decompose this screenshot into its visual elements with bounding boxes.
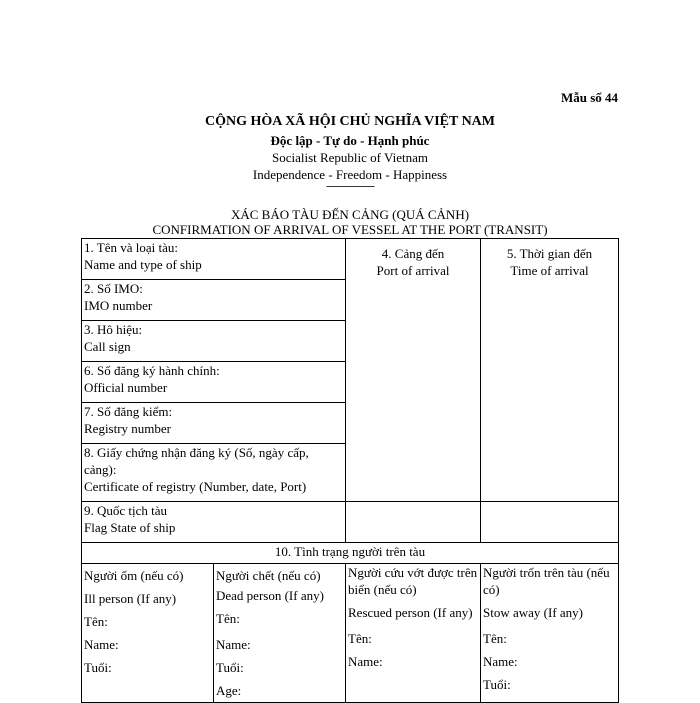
motto-en: Independence - Freedom - Happiness [252,167,448,182]
header-separator: ------------------ [326,180,374,192]
dead-person-age-vn: Tuổi: [216,660,244,675]
field-time-of-arrival[interactable] [481,239,619,502]
field-label-vn: 9. Quốc tịch tàu [84,503,168,518]
stowaway-name-vn: Tên: [483,631,507,646]
ill-person-label-vn: Người ốm (nếu có) [84,568,184,583]
document-title-en: CONFIRMATION OF ARRIVAL OF VESSEL AT THE PORT (TRANSIT) [152,222,548,237]
ill-person-column[interactable] [82,564,214,703]
dead-person-label-vn: Người chết (nếu có) [216,568,321,583]
field-port-of-arrival[interactable] [346,239,481,502]
document-title-vn: XÁC BÁO TÀU ĐẾN CẢNG (QUÁ CẢNH) [230,207,470,222]
field-label-vn: 8. Giấy chứng nhận đăng ký (Số, ngày cấp, cảng): [84,445,309,477]
field-official-number[interactable] [82,362,346,403]
field-registry-number[interactable] [82,403,346,444]
dead-person-age-en: Age: [216,683,242,698]
field-label-vn: 3. Hô hiệu: [84,322,143,337]
dead-person-label-en: Dead person (If any) [216,588,324,603]
field-label-en: Name and type of ship [84,257,202,272]
field-label-vn: 2. Số IMO: [84,281,143,296]
field-label-en: Registry number [84,421,172,436]
field-label-en: Certificate of registry (Number, date, Port) [84,479,307,494]
dead-person-name-vn: Tên: [216,611,240,626]
field-certificate-of-registry[interactable] [82,444,346,502]
arrival-form-table [81,238,619,703]
field-label-en: Official number [84,380,168,395]
field-label-vn: 7. Số đăng kiểm: [84,404,173,419]
stowaway-age-vn: Tuổi: [483,677,511,692]
ill-person-name-en: Name: [84,637,119,652]
field-call-sign[interactable] [82,321,346,362]
field-flag-state[interactable] [82,502,346,543]
persons-section-title: 10. Tình trạng người trên tàu [82,543,619,564]
rescued-person-name-vn: Tên: [348,631,372,646]
field-label-vn: 1. Tên và loại tàu: [84,240,178,255]
dead-person-name-en: Name: [216,637,251,652]
field-ship-name[interactable] [82,239,346,280]
field-label-vn: 6. Số đăng ký hành chính: [84,363,220,378]
stowaway-label-vn: Người trốn trên tàu (nếu có) [483,565,610,597]
ill-person-name-vn: Tên: [84,614,108,629]
motto-vn: Độc lập - Tự do - Hạnh phúc [270,133,430,148]
field-label-vn: 4. Cảng đến [381,246,445,261]
country-name-vn: CỘNG HÒA XÃ HỘI CHỦ NGHĨA VIỆT NAM [204,114,495,129]
ill-person-label-en: Ill person (If any) [84,591,177,606]
country-name-en: Socialist Republic of Vietnam [271,150,429,165]
field-label-en: Flag State of ship [84,520,176,535]
time-of-arrival-value[interactable] [481,502,619,543]
field-label-en: Port of arrival [376,263,450,278]
stowaway-name-en: Name: [483,654,518,669]
field-label-en: IMO number [84,298,153,313]
field-label-vn: 5. Thời gian đến [506,246,593,261]
stowaway-label-en: Stow away (If any) [483,605,584,620]
rescued-person-name-en: Name: [348,654,383,669]
port-of-arrival-value[interactable] [346,502,481,543]
field-label-en: Time of arrival [510,263,589,278]
form-number: Mẫu số 44 [560,90,618,105]
rescued-person-label-en: Rescued person (If any) [348,605,473,620]
ill-person-age-vn: Tuổi: [84,660,112,675]
field-label-en: Call sign [84,339,131,354]
stowaway-column[interactable] [481,564,619,703]
field-imo-number[interactable] [82,280,346,321]
dead-person-column[interactable] [214,564,346,703]
rescued-person-column[interactable] [346,564,481,703]
rescued-person-label-vn: Người cứu vớt được trên biển (nếu có) [348,565,478,597]
